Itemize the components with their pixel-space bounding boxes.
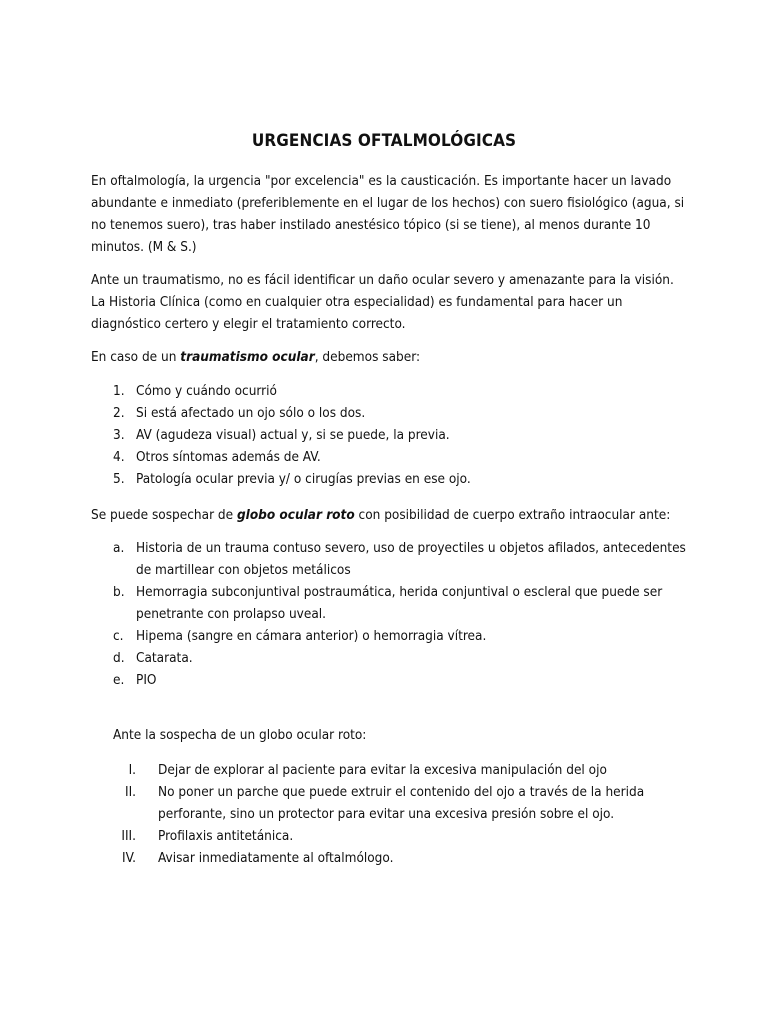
list-marker: 2.	[113, 405, 125, 421]
list-item	[91, 847, 691, 869]
list-item	[91, 402, 691, 424]
list-item-text: Historia de un trauma contuso severo, uso de proyectiles u objetos afilados, antecedentes de martillear con objetos metálicos	[136, 540, 686, 578]
list-item	[91, 759, 691, 781]
paragraph-text: En caso de un	[91, 349, 181, 365]
list-item	[91, 825, 691, 847]
list-item	[91, 424, 691, 446]
list-item-text: Profilaxis antitetánica.	[158, 828, 294, 844]
paragraph-causticacion: En oftalmología, la urgencia "por excelencia" es la causticación. Es importante hacer un lavado abundante e inmediato (preferiblemente en el lugar de los hechos) con suero fisiológico (agua, si no tenemos suero), tras haber instilado anestésico tópico (si se tiene), al menos durante 10 minutos. (M & S.)	[91, 173, 685, 255]
list-marker: IV.	[121, 850, 136, 866]
paragraph-traumatismo-ocular	[91, 346, 691, 368]
list-item	[91, 781, 691, 825]
paragraph-traumatismo: Ante un traumatismo, no es fácil identificar un daño ocular severo y amenazante para la visión. La Historia Clínica (como en cualquier otra especialidad) es fundamental para hacer un diagnóstico certero y elegir el tratamiento correcto.	[91, 272, 674, 332]
list-item-text: No poner un parche que puede extruir el contenido del ojo a través de la herida perforante, sino un protector para evitar una excesiva presión sobre el ojo.	[158, 784, 645, 822]
list-marker: 4.	[113, 449, 125, 465]
list-item	[91, 468, 691, 490]
numbered-list	[91, 380, 691, 490]
list-marker: II.	[124, 784, 136, 800]
emphasis-text: traumatismo ocular	[180, 349, 315, 365]
list-item	[91, 380, 691, 402]
list-item	[91, 625, 691, 647]
roman-numeral-list	[91, 759, 691, 869]
list-marker: b.	[113, 584, 125, 600]
list-item-text: Avisar inmediatamente al oftalmólogo.	[158, 850, 394, 866]
list-marker: III.	[121, 828, 136, 844]
list-marker: I.	[128, 762, 136, 778]
paragraph-text: , debemos saber:	[314, 349, 421, 365]
document-title: URGENCIAS OFTALMOLÓGICAS	[251, 131, 517, 151]
list-item-text: Dejar de explorar al paciente para evitar la excesiva manipulación del ojo	[158, 762, 607, 778]
list-marker: d.	[113, 650, 125, 666]
list-marker: 3.	[113, 427, 125, 443]
list-marker: c.	[113, 628, 124, 644]
list-item	[91, 446, 691, 468]
list-item-text: PIO	[136, 672, 157, 688]
list-item	[91, 647, 691, 669]
list-marker: 5.	[113, 471, 125, 487]
list-item-text: Patología ocular previa y/ o cirugías previas en ese ojo.	[136, 471, 471, 487]
emphasis-text: globo ocular roto	[236, 507, 355, 523]
list-item	[91, 669, 691, 691]
list-item-text: Cómo y cuándo ocurrió	[136, 383, 277, 399]
list-item-text: Catarata.	[136, 650, 193, 666]
list-item-text: AV (agudeza visual) actual y, si se puede, la previa.	[136, 427, 450, 443]
list-item-text: Hipema (sangre en cámara anterior) o hemorragia vítrea.	[136, 628, 487, 644]
paragraph-text: con posibilidad de cuerpo extraño intraocular ante:	[354, 507, 671, 523]
paragraph-sospecha: Ante la sospecha de un globo ocular roto:	[113, 727, 367, 743]
list-marker: 1.	[113, 383, 125, 399]
list-item-text: Si está afectado un ojo sólo o los dos.	[136, 405, 366, 421]
list-marker: a.	[113, 540, 125, 556]
lettered-list	[91, 537, 691, 691]
list-item	[91, 581, 691, 625]
paragraph-text: Se puede sospechar de	[91, 507, 237, 523]
paragraph-globo-ocular	[91, 504, 691, 526]
list-item-text: Hemorragia subconjuntival postraumática, herida conjuntival o escleral que puede ser penetrante con prolapso uveal.	[136, 584, 663, 622]
list-item	[91, 537, 691, 581]
list-item-text: Otros síntomas además de AV.	[136, 449, 321, 465]
list-marker: e.	[113, 672, 125, 688]
